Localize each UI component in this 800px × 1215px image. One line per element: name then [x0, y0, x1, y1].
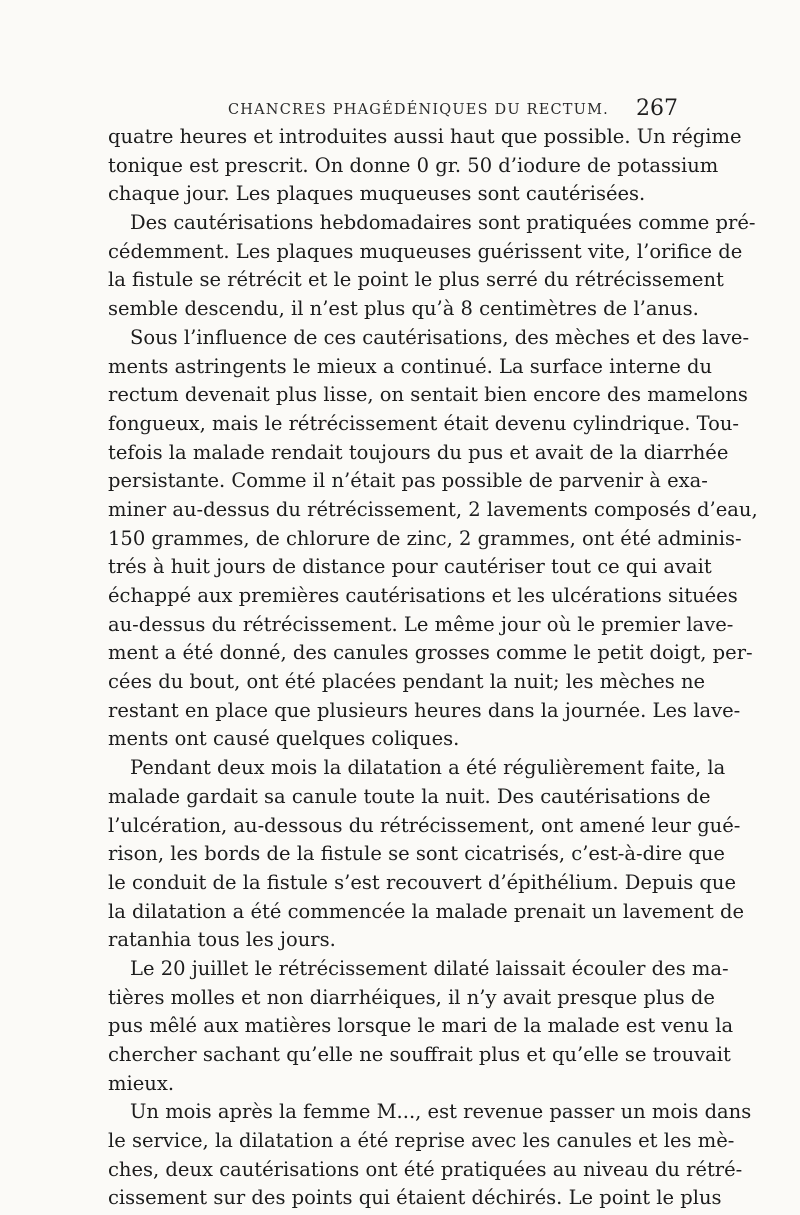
text-line: ments ont causé quelques coliques. [108, 727, 460, 751]
text-line: Des cautérisations hebdomadaires sont pratiquées comme pré- [130, 211, 756, 235]
text-line: miner au-dessus du rétrécissement, 2 lavements composés d’eau, [108, 497, 758, 521]
text-line: rectum devenait plus lisse, on sentait bien encore des mamelons [108, 383, 748, 407]
text-line: cées du bout, ont été placées pendant la nuit; les mèches ne [108, 670, 706, 694]
text-line: chercher sachant qu’elle ne souffrait plus et qu’elle se trouvait [108, 1043, 731, 1066]
text-line: ches, deux cautérisations ont été pratiquées au niveau du rétré- [108, 1157, 743, 1181]
text-line: trés à huit jours de distance pour cautériser tout ce qui avait [108, 555, 712, 579]
text-line: Le 20 juillet le rétrécissement dilaté laissait écouler des ma- [130, 956, 729, 980]
page-header [108, 96, 678, 122]
text-line: tières molles et non diarrhéiques, il n’y avait presque plus de [108, 985, 715, 1009]
text-line: mieux. [108, 1071, 175, 1095]
text-line: semble descendu, il n’est plus qu’à 8 centimètres de l’anus. [108, 297, 699, 321]
text-line: la dilatation a été commencée la malade prenait un lavement de [108, 899, 744, 923]
page-number: 267 [636, 96, 678, 121]
running-head: CHANCRES PHAGÉDÉNIQUES DU RECTUM. [228, 102, 609, 118]
text-line: malade gardait sa canule toute la nuit. Des cautérisations de [108, 784, 711, 808]
text-line: tefois la malade rendait toujours du pus et avait de la diarrhée [108, 440, 729, 464]
text-line: restant en place que plusieurs heures dans la journée. Les lave- [108, 698, 741, 722]
text-line: ratanhia tous les jours. [108, 928, 336, 952]
text-line: ment a été donné, des canules grosses comme le petit doigt, per- [108, 641, 753, 665]
text-line: persistante. Comme il n’était pas possible de parvenir à exa- [108, 469, 708, 493]
text-line: le service, la dilatation a été reprise avec les canules et les mè- [108, 1129, 735, 1153]
text-line: quatre heures et introduites aussi haut que possible. Un régime [108, 125, 742, 148]
body-text [108, 123, 758, 1213]
text-line: Sous l’influence de ces cautérisations, des mèches et des lave- [130, 325, 750, 349]
text-line: ments astringents le mieux a continué. La surface interne du [108, 354, 713, 378]
text-line: au-dessus du rétrécissement. Le même jour où le premier lave- [108, 612, 734, 636]
text-line: échappé aux premières cautérisations et les ulcérations situées [108, 584, 738, 607]
text-line: l’ulcération, au-dessous du rétrécissement, ont amené leur gué- [108, 813, 741, 837]
text-line: chaque jour. Les plaques muqueuses sont cautérisées. [108, 182, 646, 206]
text-line: cédemment. Les plaques muqueuses guérissent vite, l’orifice de [108, 239, 743, 263]
text-line: Pendant deux mois la dilatation a été régulièrement faite, la [130, 756, 726, 780]
text-line: 150 grammes, de chlorure de zinc, 2 grammes, ont été adminis- [108, 526, 742, 550]
text-line: fongueux, mais le rétrécissement était devenu cylindrique. Tou- [108, 411, 740, 435]
text-line: pus mêlé aux matières lorsque le mari de la malade est venu la [108, 1014, 734, 1038]
text-line: tonique est prescrit. On donne 0 gr. 50 d’iodure de potassium [108, 153, 719, 177]
text-line: le conduit de la fistule s’est recouvert d’épithélium. Depuis que [108, 870, 736, 894]
text-line: la fistule se rétrécit et le point le plus serré du rétrécissement [108, 268, 724, 292]
text-line: cissement sur des points qui étaient déchirés. Le point le plus [108, 1186, 722, 1210]
text-line: rison, les bords de la fistule se sont cicatrisés, c’est-à-dire que [108, 842, 725, 866]
text-line: Un mois après la femme M..., est revenue passer un mois dans [130, 1100, 752, 1124]
